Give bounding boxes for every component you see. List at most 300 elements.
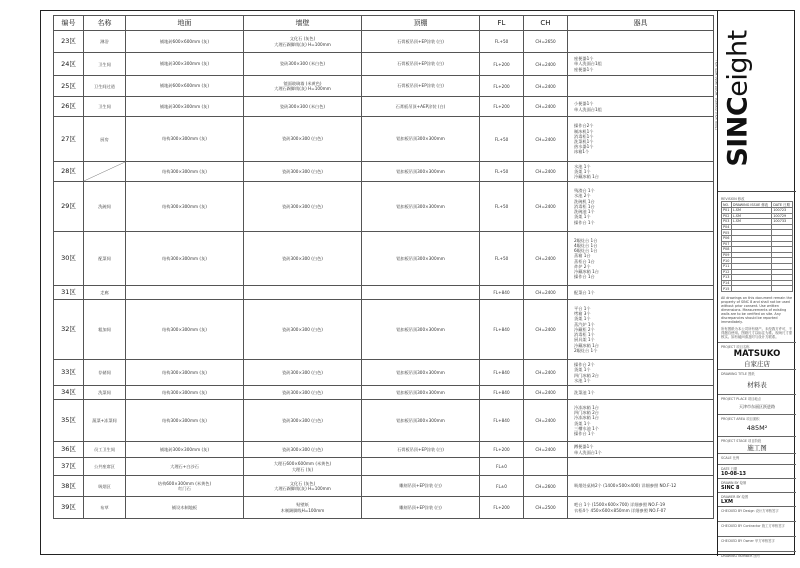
- revision-cell: P15: [723, 286, 730, 291]
- table-row: [54, 300, 714, 360]
- cell-line: 单人洗面台1个: [574, 449, 602, 455]
- cell-line: 冷冻冰箱 1台: [574, 415, 599, 421]
- floor-cell: [126, 458, 244, 476]
- cell-line: 四门冰箱 2台: [574, 372, 599, 378]
- cell-line: 残渣台 1个: [574, 188, 595, 194]
- cell-line: 货架 1个: [574, 316, 591, 322]
- cell-line: 文化石 (灰色): [289, 36, 316, 42]
- room-name: 卫生间: [84, 97, 126, 117]
- cell-line: 石膏板吊顶+EP涂装 (白): [397, 446, 444, 452]
- header-equipment: 器具: [568, 16, 714, 31]
- floor-cell: [126, 442, 244, 458]
- floor-cell: [126, 386, 244, 400]
- cell-line: 瓷砖300×300 (白色): [282, 203, 323, 209]
- cell-line: 结构300×300mm (灰): [162, 255, 207, 261]
- floor-cell: [126, 182, 244, 232]
- revision-cell: [772, 286, 793, 292]
- table-row: [54, 97, 714, 117]
- fl-cell: FL+50: [480, 162, 524, 182]
- cell-line: 雕刻吊顶+EP涂装 (白): [399, 504, 442, 510]
- equipment-cell: [568, 400, 714, 442]
- ceiling-cell: [362, 76, 480, 97]
- cell-line: 镜面玻璃墙 (米黄色): [283, 80, 322, 86]
- zone-number: 25区: [54, 76, 84, 97]
- drawn-section: DRAWN BY 绘制 SINC 8: [718, 478, 796, 492]
- zone-number: 29区: [54, 182, 84, 232]
- ch-cell: CH=2400: [524, 53, 568, 76]
- revision-cell: P03: [723, 219, 730, 224]
- table-row: [54, 400, 714, 442]
- cell-line: 货架 1个: [574, 367, 591, 373]
- zone-number: 24区: [54, 53, 84, 76]
- room-name: 粗加间: [84, 300, 126, 360]
- revision-cell: 100733: [772, 219, 793, 225]
- cell-line: 三槽水池 1个: [574, 425, 599, 431]
- table-row: [54, 442, 714, 458]
- floor-cell: [126, 162, 244, 182]
- ch-cell: CH=2400: [524, 162, 568, 182]
- fl-cell: FL+200: [480, 53, 524, 76]
- wall-cell: [244, 497, 362, 519]
- revision-cell: P12: [723, 269, 730, 274]
- fl-cell: FL+200: [480, 97, 524, 117]
- table-row: [54, 31, 714, 53]
- cell-line: 操作台 2个: [574, 362, 595, 368]
- equipment-cell: [568, 360, 714, 386]
- cell-line: 2眼灶台 1个: [574, 347, 598, 353]
- fl-cell: FL+50: [480, 31, 524, 53]
- ceiling-cell: [362, 442, 480, 458]
- cell-line: 铺地砖600×600mm (灰): [159, 83, 209, 89]
- area-section: PROJECT AREA 项目面积 485M²: [718, 414, 796, 436]
- cell-line: 结构300×300mm (灰): [162, 389, 207, 395]
- cell-line: 吸烟处桌椅2个 (1400×500×400) 详细参照 NO.F-12: [574, 483, 677, 489]
- cell-line: 6眼灶台 1台: [574, 248, 598, 254]
- cell-line: 操作台2个: [574, 123, 594, 129]
- fl-cell: FL+50: [480, 117, 524, 162]
- floor-cell: [126, 476, 244, 497]
- zone-number: 37区: [54, 458, 84, 476]
- room-name: 吸烟区: [84, 476, 126, 497]
- wall-cell: [244, 442, 362, 458]
- cell-line: 4眼灶台 1台: [574, 242, 598, 248]
- cell-line: 操作台 1台: [574, 274, 595, 280]
- table-row: [54, 476, 714, 497]
- cell-line: 操作台 1个: [574, 430, 595, 436]
- floor-cell: [126, 497, 244, 519]
- cell-line: 蹲便器1个: [574, 444, 594, 450]
- equipment-cell: [568, 182, 714, 232]
- notes-cn: 所有图纸为本公司所有财产。未经我方许可，不得擅自使用。图纸尺寸以标注为准。现场尺寸需核实。如有疑问请及时与设计方联系。: [721, 326, 793, 339]
- zone-number: 26区: [54, 97, 84, 117]
- ceiling-cell: [362, 182, 480, 232]
- room-name: 存储间: [84, 360, 126, 386]
- revision-cell: P05: [723, 230, 730, 235]
- cell-line: 操作台 1个: [574, 219, 595, 225]
- cell-line: 红门石: [178, 486, 191, 491]
- cell-line: 铝扣板吊顶300×300mm: [396, 203, 445, 209]
- ceiling-cell: [362, 300, 480, 360]
- cell-line: 货架 1个: [574, 168, 591, 174]
- table-row: [54, 53, 714, 76]
- floor-cell: [126, 232, 244, 286]
- fl-cell: FL+50: [480, 182, 524, 232]
- room-name: 卫生间过道: [84, 76, 126, 97]
- cell-line: 水池 1个: [574, 163, 591, 169]
- equipment-cell: [568, 300, 714, 360]
- revision-cell: P04: [723, 225, 730, 230]
- cell-line: 瓷砖300×300 (白色): [282, 369, 323, 375]
- ch-cell: CH=2400: [524, 117, 568, 162]
- wall-cell: [244, 286, 362, 300]
- cell-line: 瓷砖300×300 (白色): [282, 136, 323, 142]
- cell-line: 单人洗面台1组: [574, 61, 602, 67]
- ceiling-cell: [362, 97, 480, 117]
- ceiling-cell: [362, 53, 480, 76]
- cell-line: 瓷砖300×300 (白色): [282, 168, 323, 174]
- zone-number: 23区: [54, 31, 84, 53]
- project-stage: 施工图: [747, 443, 767, 452]
- revision-cell: NO.: [722, 202, 732, 208]
- table-header-row: [54, 16, 714, 31]
- wall-cell: [244, 386, 362, 400]
- cell-line: 大理石踢脚线(灰) H=100mm: [274, 86, 331, 91]
- table-row: [54, 360, 714, 386]
- cell-line: 雕刻吊顶+EP涂装 (白): [399, 483, 442, 489]
- revision-cell: P01: [723, 208, 730, 213]
- fl-cell: FL+200: [480, 442, 524, 458]
- fl-cell: FL+840: [480, 360, 524, 386]
- project-area: 485M²: [746, 423, 768, 432]
- header-wall: 墙壁: [244, 16, 362, 31]
- revision-cell: P10: [723, 258, 730, 263]
- zone-number: 35区: [54, 400, 84, 442]
- cell-line: 大理石 (灰): [291, 466, 314, 472]
- ch-cell: CH=2600: [524, 476, 568, 497]
- room-name: 员工卫生间: [84, 442, 126, 458]
- cell-line: 货架 1个: [574, 420, 591, 426]
- cell-line: 铝扣板吊顶300×300mm: [396, 136, 445, 142]
- ceiling-cell: [362, 476, 480, 497]
- cell-line: 结构300×300mm (灰): [162, 168, 207, 174]
- ch-cell: CH=2400: [524, 97, 568, 117]
- zone-number: 30区: [54, 232, 84, 286]
- equipment-cell: [568, 117, 714, 162]
- cell-line: 冷藏冰箱 1台: [574, 268, 599, 274]
- equipment-cell: [568, 232, 714, 286]
- cell-line: 瓷砖300×300 (米白色): [279, 103, 326, 109]
- table-row: [54, 162, 714, 182]
- cell-line: 洗菜机1个: [574, 139, 594, 144]
- cell-line: 石膏板吊顶+EP涂装 (白): [397, 83, 444, 89]
- cell-line: 制冰机1个: [574, 128, 594, 134]
- room-name: 蔬菜+冻菜间: [84, 400, 126, 442]
- project-name-en: MATSUKO: [733, 348, 781, 359]
- cell-line: 冷藏冰箱 1台: [574, 174, 599, 180]
- cell-line: 铝扣板吊顶300×300mm: [396, 255, 445, 261]
- ceiling-cell: [362, 232, 480, 286]
- equipment-cell: [568, 162, 714, 182]
- room-name: 厨房: [84, 117, 126, 162]
- floor-cell: [126, 400, 244, 442]
- wall-cell: [244, 53, 362, 76]
- stage-section: PROJECT STAGE 项目阶段 施工图: [718, 436, 796, 453]
- zone-number: 28区: [54, 162, 84, 182]
- cell-line: 铺地砖300×300mm (灰): [159, 446, 209, 452]
- revision-cell: [731, 286, 771, 292]
- cell-line: 洗碗池 1个: [574, 209, 595, 215]
- cell-line: 铺地砖300×300mm (灰): [159, 103, 209, 109]
- wall-cell: [244, 476, 362, 497]
- zone-number: 33区: [54, 360, 84, 386]
- cell-line: 文化石 (灰色): [289, 480, 316, 486]
- drawing-number: DRAWING NUMBER 图号: [718, 551, 796, 568]
- revision-table: [721, 196, 793, 292]
- cell-line: 瓷砖300×300 (白色): [282, 255, 323, 261]
- floor-cell: [126, 117, 244, 162]
- fl-cell: FL+200: [480, 497, 524, 519]
- revision-cell: P07: [723, 241, 730, 246]
- floor-cell: [126, 97, 244, 117]
- floor-cell: [126, 360, 244, 386]
- notes-en: All drawings on this document remain the property of SINC 8 and shall not be used without prior consent. Use written dimensions. Measurements of existing walls are to be verified on site. Any discrepancies should be reported immediately.: [721, 295, 793, 324]
- equipment-cell: [568, 476, 714, 497]
- cell-line: 蒸箱 1台: [574, 253, 591, 259]
- ch-cell: CH=2400: [524, 386, 568, 400]
- drawing-date: 10-08-13: [721, 470, 747, 477]
- fl-cell: FL+200: [480, 76, 524, 97]
- equipment-cell: [568, 53, 714, 76]
- revision-label: REVISION 修改: [721, 197, 745, 201]
- cell-line: 烤箱 3个: [574, 311, 591, 317]
- cell-line: 消毒柜 1台: [574, 203, 595, 209]
- cell-line: 2眼灶台 1台: [574, 237, 598, 243]
- company-logo: SINCeight: [722, 30, 754, 167]
- equipment-cell: [568, 286, 714, 300]
- wall-cell: [244, 76, 362, 97]
- cell-line: 贴壁纸: [296, 502, 309, 508]
- material-table-wrap: [53, 15, 713, 519]
- revision-cell: 100723: [772, 208, 793, 214]
- revision-cell: P14: [723, 281, 730, 286]
- cell-line: 蒸汽炉 1个: [574, 321, 595, 327]
- equipment-cell: [568, 458, 714, 476]
- room-name: 配菜间: [84, 232, 126, 286]
- room-name: 布草: [84, 497, 126, 519]
- logo-box: [714, 11, 796, 192]
- owner-check: CHECKED BY Owner 甲方审核签字: [718, 536, 796, 551]
- revision-cell: DRAWING ISSUE 修改: [731, 202, 771, 208]
- wall-cell: [244, 31, 362, 53]
- project-name-cn: 自家庄店: [744, 359, 770, 368]
- ch-cell: CH=2400: [524, 232, 568, 286]
- room-name: 洗菜间: [84, 386, 126, 400]
- floor-cell: [126, 53, 244, 76]
- cell-line: 铺设木制地板: [171, 504, 198, 510]
- cell-line: 结构300×300mm (灰): [162, 136, 207, 142]
- fl-cell: FL+840: [480, 386, 524, 400]
- revision-cell: P06: [723, 236, 730, 241]
- cell-line: 水池 2个: [574, 193, 591, 199]
- place-section: PROJECT PLACE 项目地点 天津市东丽区跃进路: [718, 394, 796, 414]
- zone-number: 39区: [54, 497, 84, 519]
- revision-cell: P11: [723, 264, 730, 269]
- cell-line: 配菜台 1个: [574, 289, 595, 295]
- title-section: DRAWING TITLE 图纸 材料表: [718, 369, 796, 394]
- cell-line: 冰箱1个: [574, 149, 590, 155]
- equipment-cell: [568, 97, 714, 117]
- fl-cell: FL+840: [480, 400, 524, 442]
- room-name: 走廊: [84, 286, 126, 300]
- company-tagline: think your dreams, world wide with you: [714, 60, 719, 130]
- cell-line: 大理石+白沙石: [170, 463, 199, 469]
- cell-line: 大理石600×600mm (米黄色): [273, 461, 332, 467]
- title-block: [714, 11, 796, 558]
- material-table: [53, 15, 714, 519]
- header-ch: CH: [524, 16, 568, 31]
- cell-line: 结构600×300mm (米黄色): [157, 480, 212, 486]
- cell-line: 铺地砖600×600mm (灰): [159, 38, 209, 44]
- cell-line: 结构300×300mm (灰): [162, 203, 207, 209]
- fl-cell: FL±0: [480, 458, 524, 476]
- table-row: [54, 458, 714, 476]
- fl-cell: FL±0: [480, 476, 524, 497]
- cell-line: 厨具架 1个: [574, 337, 595, 343]
- revision-row: [722, 286, 793, 292]
- wall-cell: [244, 182, 362, 232]
- zone-number: 38区: [54, 476, 84, 497]
- revision-cell: P08: [723, 247, 730, 252]
- revision-row: [722, 202, 793, 208]
- ceiling-cell: [362, 31, 480, 53]
- cell-line: 瓷砖300×300 (白色): [282, 446, 323, 452]
- zone-number: 27区: [54, 117, 84, 162]
- revision-cell: P02: [723, 213, 730, 218]
- cell-line: 瓷砖300×300 (白色): [282, 389, 323, 395]
- cell-line: 衣柜4个 450×600×850mm 详细参照 NO.F-07: [574, 507, 666, 513]
- fl-cell: FL+840: [480, 300, 524, 360]
- ch-cell: [524, 458, 568, 476]
- room-name: [84, 162, 126, 182]
- cell-line: 小便器1个: [574, 101, 594, 107]
- ch-cell: CH=2400: [524, 286, 568, 300]
- header-floor: 地面: [126, 16, 244, 31]
- equipment-cell: [568, 497, 714, 519]
- ceiling-cell: [362, 458, 480, 476]
- cell-line: 四门冰箱 2台: [574, 410, 599, 416]
- table-row: [54, 386, 714, 400]
- cell-line: 瓷砖300×300 (白色): [282, 326, 323, 332]
- cell-line: 瓷砖300×300 (米白色): [279, 61, 326, 67]
- equipment-cell: [568, 386, 714, 400]
- drawing-title: 材料表: [747, 380, 767, 389]
- zone-number: 36区: [54, 442, 84, 458]
- project-place: 天津市东丽区跃进路: [739, 403, 775, 409]
- room-name: 洗碗间: [84, 182, 126, 232]
- cell-line: 货架 1个: [574, 214, 591, 220]
- cell-line: 座便器1个: [574, 66, 594, 72]
- equipment-cell: [568, 442, 714, 458]
- date-section: DATE 日期 10-08-13: [718, 464, 796, 478]
- wall-cell: [244, 458, 362, 476]
- cell-line: 蒸柜台 1台: [574, 258, 595, 264]
- cell-line: 铝扣板吊顶300×300mm: [396, 389, 445, 395]
- cell-line: 座便器1个: [574, 56, 594, 62]
- cell-line: 铝扣板吊顶300×300mm: [396, 369, 445, 375]
- wall-cell: [244, 162, 362, 182]
- floor-cell: [126, 300, 244, 360]
- zone-number: 34区: [54, 386, 84, 400]
- header-name: 名称: [84, 16, 126, 31]
- table-row: [54, 76, 714, 97]
- ch-cell: CH=2650: [524, 31, 568, 53]
- table-row: [54, 117, 714, 162]
- ceiling-cell: [362, 117, 480, 162]
- cell-line: 水池 1个: [574, 377, 591, 383]
- floor-cell: [126, 31, 244, 53]
- cell-line: 铝扣板吊顶300×300mm: [396, 326, 445, 332]
- ch-cell: CH=2400: [524, 360, 568, 386]
- ch-cell: CH=2400: [524, 76, 568, 97]
- ceiling-cell: [362, 360, 480, 386]
- cell-line: 冷藏柜 2个: [574, 326, 595, 332]
- table-row: [54, 182, 714, 232]
- drawer-by: LXM: [721, 498, 734, 505]
- cell-line: 热水器1个: [574, 144, 594, 150]
- fl-cell: FL+840: [480, 286, 524, 300]
- header-fl: FL: [480, 16, 524, 31]
- revision-cell: P13: [723, 275, 730, 280]
- cell-line: 铝扣板吊顶300×300mm: [396, 417, 445, 423]
- wall-cell: [244, 360, 362, 386]
- floor-cell: [126, 76, 244, 97]
- revision-cell: L.SM: [731, 219, 771, 225]
- project-section: PROJECT 项目名称 MATSUKO 自家庄店: [718, 342, 796, 369]
- cell-line: 木制踢脚线H=100mm: [280, 507, 325, 513]
- ch-cell: CH=2400: [524, 300, 568, 360]
- ch-cell: CH=2400: [524, 400, 568, 442]
- revision-cell: L.SM: [731, 208, 771, 214]
- cell-line: 铺地砖300×300mm (灰): [159, 61, 209, 67]
- cell-line: 消毒柜 1个: [574, 332, 595, 338]
- ceiling-cell: [362, 162, 480, 182]
- room-name: 公共座席区: [84, 458, 126, 476]
- room-name: 卫生间: [84, 53, 126, 76]
- cell-line: 结构300×300mm (灰): [162, 369, 207, 375]
- zone-number: 32区: [54, 300, 84, 360]
- cell-line: 炸炉 2个: [574, 263, 591, 269]
- room-name: 淋浴: [84, 31, 126, 53]
- ceiling-cell: [362, 400, 480, 442]
- wall-cell: [244, 97, 362, 117]
- cell-line: 平台 1个: [574, 306, 591, 312]
- equipment-cell: [568, 76, 714, 97]
- fl-cell: FL+50: [480, 232, 524, 286]
- cell-line: 吧台 1个 (1500×600×700) 详细参照 NO.F-19: [574, 502, 666, 508]
- cell-line: 大理石踢脚线(灰) H=100mm: [274, 486, 331, 491]
- ch-cell: CH=2400: [524, 442, 568, 458]
- drawn-by: SINC 8: [721, 484, 740, 491]
- zone-number: 31区: [54, 286, 84, 300]
- wall-cell: [244, 232, 362, 286]
- cell-line: 单人洗面台1组: [574, 106, 602, 112]
- cell-line: 冷藏冰箱 1台: [574, 342, 599, 348]
- ch-cell: CH=2500: [524, 497, 568, 519]
- ceiling-cell: [362, 386, 480, 400]
- revision-cell: 100729: [772, 213, 793, 219]
- cell-line: 大理石踢脚线(灰) H=100mm: [274, 41, 331, 47]
- cell-line: 石膏板吊顶+EP涂装 (白): [397, 38, 444, 44]
